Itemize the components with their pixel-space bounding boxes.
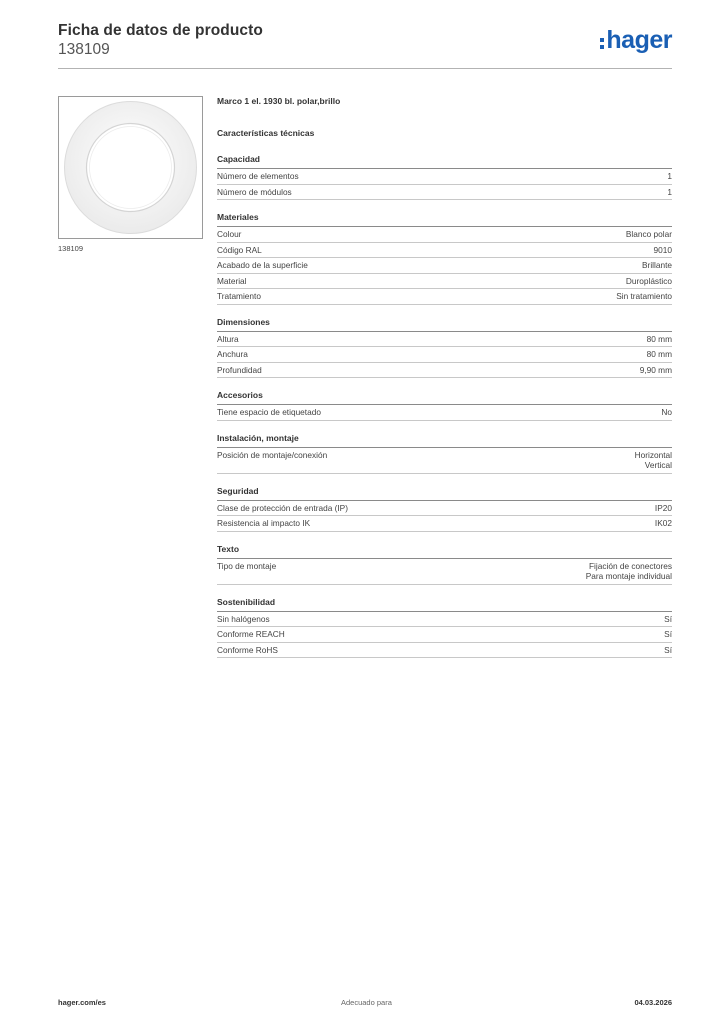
spec-section bbox=[217, 474, 672, 532]
spec-value: 9010 bbox=[653, 244, 672, 255]
spec-value: Brillante bbox=[642, 260, 672, 270]
spec-value: No bbox=[661, 407, 672, 417]
spec-label: Conforme REACH bbox=[217, 629, 285, 639]
spec-value: 1 bbox=[667, 186, 672, 197]
spec-row bbox=[217, 347, 672, 363]
spec-value: 9,90 mm bbox=[639, 364, 672, 375]
section-heading: Dimensiones bbox=[217, 305, 672, 332]
hager-logo bbox=[600, 26, 672, 55]
spec-row bbox=[217, 258, 672, 274]
spec-row bbox=[217, 243, 672, 259]
logo-dots-icon bbox=[600, 35, 604, 49]
spec-label: Colour bbox=[217, 229, 242, 239]
spec-row bbox=[217, 169, 672, 185]
spec-value: 1 bbox=[667, 171, 672, 181]
section-heading: Capacidad bbox=[217, 142, 672, 169]
spec-label: Resistencia al impacto IK bbox=[217, 518, 311, 528]
spec-row bbox=[217, 627, 672, 643]
spec-row bbox=[217, 274, 672, 290]
spec-label: Tratamiento bbox=[217, 291, 261, 301]
section-heading: Instalación, montaje bbox=[217, 421, 672, 448]
spec-row bbox=[217, 332, 672, 348]
spec-label: Número de módulos bbox=[217, 186, 292, 197]
spec-value: Sí bbox=[664, 613, 672, 624]
spec-label: Altura bbox=[217, 333, 239, 344]
spec-label: Acabado de la superficie bbox=[217, 260, 308, 270]
section-heading: Accesorios bbox=[217, 378, 672, 405]
spec-value: Duroplástico bbox=[625, 275, 672, 286]
spec-label: Conforme RoHS bbox=[217, 644, 278, 655]
spec-section bbox=[217, 142, 672, 200]
spec-section bbox=[217, 200, 672, 305]
section-heading: Materiales bbox=[217, 200, 672, 227]
spec-row bbox=[217, 643, 672, 659]
spec-value: Sí bbox=[664, 629, 672, 639]
spec-section bbox=[217, 378, 672, 421]
spec-value: 80 mm bbox=[646, 333, 672, 344]
product-name: Marco 1 el. 1930 bl. polar,brillo bbox=[217, 96, 341, 106]
section-heading: Seguridad bbox=[217, 474, 672, 501]
spec-row bbox=[217, 185, 672, 201]
spec-row bbox=[217, 289, 672, 305]
spec-label: Código RAL bbox=[217, 244, 262, 255]
spec-section bbox=[217, 421, 672, 474]
image-caption: 138109 bbox=[58, 244, 84, 253]
document-title: Ficha de datos de producto bbox=[58, 22, 263, 39]
spec-row bbox=[217, 516, 672, 532]
spec-row bbox=[217, 501, 672, 517]
spec-label: Tipo de montaje bbox=[217, 560, 277, 571]
spec-label: Material bbox=[217, 275, 247, 286]
spec-label: Tiene espacio de etiquetado bbox=[217, 407, 321, 417]
logo-text: hager bbox=[606, 26, 672, 54]
product-image bbox=[58, 96, 203, 239]
spec-row bbox=[217, 363, 672, 379]
spec-value: Sin tratamiento bbox=[616, 291, 672, 301]
spec-value: Blanco polar bbox=[625, 229, 672, 239]
spec-label: Anchura bbox=[217, 349, 248, 359]
spec-row bbox=[217, 405, 672, 421]
spec-row bbox=[217, 448, 672, 474]
spec-label: Clase de protección de entrada (IP) bbox=[217, 502, 348, 513]
spec-section bbox=[217, 585, 672, 659]
footer-suitable-for: Adecuado para bbox=[341, 998, 392, 1007]
spec-sections bbox=[217, 142, 672, 658]
footer-date: 04.03.2026 bbox=[634, 998, 672, 1007]
spec-row bbox=[217, 559, 672, 585]
spec-label: Sin halógenos bbox=[217, 613, 270, 624]
datasheet-content bbox=[217, 96, 672, 658]
spec-section bbox=[217, 532, 672, 585]
header-divider bbox=[58, 68, 672, 69]
spec-section bbox=[217, 305, 672, 379]
spec-label: Profundidad bbox=[217, 364, 262, 375]
spec-value: Sí bbox=[664, 644, 672, 655]
page-header bbox=[58, 22, 672, 68]
footer-website: hager.com/es bbox=[58, 998, 106, 1007]
spec-row bbox=[217, 227, 672, 243]
spec-value: IK02 bbox=[654, 518, 672, 528]
spec-row bbox=[217, 612, 672, 628]
spec-value: 80 mm bbox=[646, 349, 672, 359]
spec-value: Fijación de conectores Para montaje individual bbox=[585, 560, 672, 581]
spec-label: Posición de montaje/conexión bbox=[217, 449, 328, 460]
spec-label: Número de elementos bbox=[217, 171, 299, 181]
spec-value: Horizontal Vertical bbox=[634, 449, 672, 470]
section-heading: Sostenibilidad bbox=[217, 585, 672, 612]
product-code: 138109 bbox=[58, 41, 110, 58]
tech-characteristics-title: Características técnicas bbox=[217, 128, 315, 138]
frame-ring-icon bbox=[59, 97, 202, 238]
spec-value: IP20 bbox=[654, 502, 672, 513]
section-heading: Texto bbox=[217, 532, 672, 559]
